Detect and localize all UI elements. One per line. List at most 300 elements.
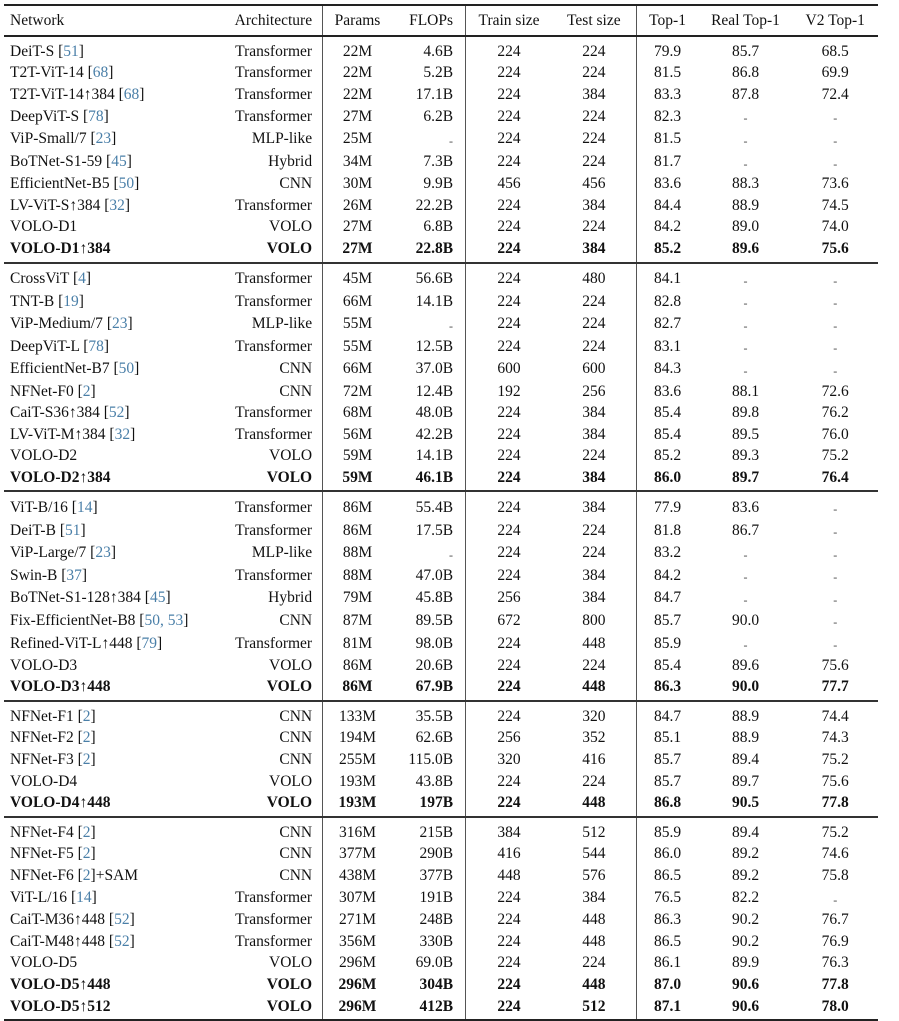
cell-top1: 84.1: [636, 263, 698, 291]
cell-top1: 85.4: [636, 424, 698, 446]
model-name: NFNet-F2: [10, 729, 74, 747]
citation-link[interactable]: 2: [82, 382, 91, 400]
cell-top1: 82.8: [636, 290, 698, 313]
cell-params: 22M: [323, 84, 392, 106]
table-row: [4, 632, 878, 655]
citation-link[interactable]: 32: [109, 196, 125, 214]
cell-architecture: CNN: [215, 701, 323, 728]
cell-real-top1: [699, 263, 793, 291]
model-name: DeepViT-L: [10, 337, 80, 355]
cell-flops: 330B: [419, 932, 454, 950]
table-row: [4, 402, 878, 424]
cell-v2-top1: 76.2: [821, 404, 849, 422]
cell-train-size: 224: [466, 771, 552, 793]
cell-train-size: 224: [466, 887, 552, 910]
cell-flops: 215B: [392, 817, 466, 844]
cell-v2-top1: [792, 887, 878, 910]
cell-top1: 87.0: [636, 974, 698, 996]
empty-value: -: [743, 341, 748, 356]
empty-value: -: [833, 525, 838, 540]
cell-real-top1: [699, 128, 793, 151]
citation-link[interactable]: 52: [114, 932, 130, 950]
cell-flops: 22.8B: [415, 239, 454, 257]
cell-network: [4, 195, 215, 217]
cell-params: 296M: [323, 952, 392, 974]
cell-architecture: Transformer: [235, 85, 313, 103]
cell-train-size: 224: [466, 335, 552, 358]
cell-train-size: 224: [466, 632, 552, 655]
citation-link[interactable]: 45: [111, 153, 127, 171]
cell-params: 86M: [323, 655, 392, 677]
citation-link[interactable]: 2: [82, 823, 91, 841]
model-name: NFNet-F6: [10, 866, 74, 884]
cell-test-size: 456: [582, 175, 606, 193]
cell-top1: 86.5: [636, 865, 698, 887]
cell-flops: [392, 128, 466, 151]
cell-real-top1: 89.7: [731, 772, 760, 790]
cell-architecture: Transformer: [235, 889, 313, 907]
cell-train-size: 192: [466, 381, 552, 403]
citation: [45]: [102, 153, 132, 171]
citation-link[interactable]: 51: [63, 42, 79, 60]
cell-architecture: VOLO: [266, 239, 313, 257]
cell-test-size: 384: [582, 589, 606, 607]
citation-link[interactable]: 52: [114, 911, 130, 929]
cell-flops: 37.0B: [415, 360, 454, 378]
cell-v2-top1: 77.8: [821, 975, 849, 993]
cell-architecture: CNN: [279, 845, 313, 863]
cell-flops: 5.2B: [423, 64, 454, 82]
cell-top1: 84.2: [636, 216, 698, 238]
cell-architecture: Transformer: [235, 64, 313, 82]
citation-link[interactable]: 68: [123, 85, 140, 103]
citation-link[interactable]: 45: [149, 589, 166, 607]
cell-params: 81M: [323, 632, 392, 655]
table-row: [4, 195, 878, 217]
empty-value: -: [833, 156, 838, 171]
cell-train-size: 256: [466, 727, 552, 749]
cell-network: [4, 996, 215, 1021]
empty-value: -: [833, 363, 838, 378]
cell-network: [4, 909, 215, 931]
cell-flops: 35.5B: [392, 701, 466, 728]
cell-real-top1: 88.1: [731, 382, 760, 400]
cell-top1: 84.3: [636, 358, 698, 381]
citation-link[interactable]: 4: [78, 270, 86, 288]
cell-test-size: 448: [582, 634, 606, 652]
cell-test-size: 224: [582, 292, 606, 310]
cell-flops: [392, 542, 466, 565]
cell-real-top1: 82.2: [731, 889, 760, 907]
table-row: [4, 676, 878, 701]
cell-flops: 304B: [419, 975, 454, 993]
table-row: [4, 519, 878, 542]
citation-link[interactable]: 50, 53: [144, 611, 184, 629]
model-name: TNT-B: [10, 292, 55, 310]
cell-real-top1: 88.9: [699, 701, 793, 728]
cell-real-top1: [699, 290, 793, 313]
cell-train-size: 416: [466, 843, 552, 865]
empty-value: -: [743, 273, 748, 288]
table-row: [4, 865, 878, 887]
cell-architecture: VOLO: [269, 218, 313, 236]
model-name: CrossViT: [10, 270, 70, 288]
cell-flops: 6.8B: [423, 218, 454, 236]
cell-test-size: 224: [582, 218, 606, 236]
cell-real-top1: [699, 632, 793, 655]
model-name: VOLO-D2: [10, 447, 78, 465]
cell-top1: 76.5: [636, 887, 698, 910]
cell-flops: 6.2B: [423, 107, 454, 125]
table-row: [4, 655, 878, 677]
table-row: [4, 909, 878, 931]
citation: [2]: [73, 866, 96, 884]
cell-test-size: 224: [582, 315, 606, 333]
cell-real-top1: 90.0: [731, 678, 760, 696]
cell-architecture: VOLO: [266, 975, 313, 993]
model-name: VOLO-D5↑512: [10, 997, 111, 1015]
empty-value: -: [833, 273, 838, 288]
cell-network: [4, 84, 215, 106]
cell-architecture: Transformer: [235, 196, 313, 214]
citation: [50]: [109, 360, 140, 378]
citation: [2]: [73, 845, 96, 863]
model-name: DeiT-S: [10, 42, 55, 60]
cell-top1: 86.1: [636, 952, 698, 974]
table-row: [4, 263, 878, 291]
cell-network: [4, 727, 215, 749]
cell-real-top1: 89.2: [731, 866, 760, 884]
model-name: T2T-ViT-14↑384: [10, 85, 115, 103]
cell-test-size: 224: [582, 107, 606, 125]
cell-flops: 17.1B: [415, 85, 454, 103]
cell-top1: 85.7: [636, 609, 698, 632]
citation: [45]: [140, 589, 171, 607]
cell-v2-top1: [792, 358, 878, 381]
cell-network: [4, 771, 215, 793]
citation-link[interactable]: 51: [64, 521, 81, 539]
citation-link[interactable]: 52: [108, 404, 125, 422]
header-network: Network: [10, 12, 65, 29]
empty-value: -: [449, 318, 454, 333]
cell-architecture: Transformer: [235, 634, 313, 652]
cell-real-top1: 89.0: [731, 218, 760, 236]
citation-link[interactable]: 50: [118, 360, 135, 378]
cell-test-size: 800: [582, 611, 606, 629]
cell-train-size: 224: [466, 467, 552, 492]
citation-link[interactable]: 2: [82, 707, 91, 725]
cell-real-top1: 90.5: [731, 794, 760, 812]
cell-flops: 20.6B: [415, 656, 454, 674]
cell-flops: 89.5B: [415, 611, 454, 629]
citation-link[interactable]: 79: [141, 634, 158, 652]
cell-train-size: 224: [466, 313, 552, 336]
cell-test-size: 224: [582, 954, 606, 972]
cell-flops: 62.6B: [415, 729, 454, 747]
cell-params: 55M: [323, 335, 392, 358]
cell-v2-top1: 75.6: [821, 772, 849, 790]
cell-v2-top1: [792, 128, 878, 151]
cell-v2-top1: 76.4: [821, 468, 849, 486]
cell-flops: 115.0B: [408, 751, 454, 768]
empty-value: -: [743, 133, 748, 148]
citation-link[interactable]: 23: [111, 315, 128, 333]
cell-params: 296M: [323, 974, 392, 996]
table-row: [4, 424, 878, 446]
header-params: Params: [323, 5, 392, 36]
model-name: VOLO-D1: [10, 218, 78, 236]
cell-v2-top1: 75.6: [821, 656, 849, 674]
cell-architecture: MLP-like: [251, 130, 313, 148]
citation: [19]: [54, 292, 84, 310]
cell-network: [4, 749, 215, 771]
cell-top1: 83.2: [636, 542, 698, 565]
cell-flops: 7.3B: [423, 153, 454, 171]
cell-real-top1: 90.6: [699, 996, 793, 1021]
model-name: NFNet-F4: [10, 823, 74, 841]
model-name: VOLO-D3↑448: [10, 678, 111, 696]
citation-link[interactable]: 14: [76, 889, 92, 907]
cell-test-size: 600: [582, 360, 606, 378]
empty-value: -: [743, 318, 748, 333]
table-row: [4, 887, 878, 910]
empty-value: -: [833, 502, 838, 517]
cell-network: [4, 887, 215, 910]
cell-network: [4, 587, 215, 610]
cell-real-top1: 89.8: [731, 404, 760, 422]
citation: [2]: [73, 751, 96, 768]
cell-network: [4, 151, 215, 174]
cell-train-size: 224: [466, 445, 552, 467]
cell-real-top1: 88.9: [731, 196, 760, 214]
cell-top1: 85.1: [636, 727, 698, 749]
table-row: [4, 290, 878, 313]
cell-real-top1: 86.8: [731, 64, 760, 82]
empty-value: -: [449, 547, 454, 562]
empty-value: -: [743, 156, 748, 171]
header-real-top1: Real Top-1: [711, 12, 780, 29]
cell-top1: 83.6: [636, 173, 698, 195]
cell-architecture: Transformer: [235, 521, 313, 539]
cell-network: [4, 290, 215, 313]
model-name: EfficientNet-B7: [10, 360, 110, 378]
empty-value: -: [449, 133, 454, 148]
model-name: ViT-B/16: [10, 498, 68, 516]
citation-link[interactable]: 50: [118, 175, 135, 193]
citation: [68]: [114, 85, 145, 103]
citation-link[interactable]: 2: [82, 845, 91, 863]
cell-train-size: 384: [466, 817, 552, 844]
cell-architecture: VOLO: [269, 772, 313, 790]
cell-test-size: 256: [582, 382, 606, 400]
cell-train-size: 224: [466, 996, 552, 1021]
cell-params: 316M: [323, 817, 392, 844]
cell-test-size: 384: [582, 468, 606, 486]
model-name: VOLO-D5: [10, 954, 78, 972]
citation-link[interactable]: 2: [82, 866, 91, 884]
cell-train-size: 320: [466, 749, 552, 771]
cell-architecture: VOLO: [266, 794, 313, 812]
cell-v2-top1: 78.0: [792, 996, 878, 1021]
citation-link[interactable]: 32: [114, 425, 131, 443]
cell-top1: 86.3: [636, 676, 698, 701]
cell-params: 193M: [323, 771, 392, 793]
model-name: LV-ViT-M↑384: [10, 425, 106, 443]
cell-train-size: 224: [466, 974, 552, 996]
cell-network: [4, 424, 215, 446]
cell-v2-top1: [792, 313, 878, 336]
cell-top1: 85.4: [636, 655, 698, 677]
cell-network: [4, 952, 215, 974]
cell-test-size: 480: [552, 263, 636, 291]
cell-top1: 83.3: [636, 84, 698, 106]
cell-real-top1: [699, 151, 793, 174]
cell-architecture: Transformer: [235, 404, 313, 422]
cell-network: [4, 381, 215, 403]
cell-v2-top1: 76.3: [821, 954, 849, 972]
citation-link[interactable]: 78: [88, 337, 104, 355]
table-row: [4, 381, 878, 403]
empty-value: -: [833, 111, 838, 126]
cell-network: [4, 173, 215, 195]
cell-top1: 86.3: [636, 909, 698, 931]
citation-link[interactable]: 19: [63, 292, 79, 310]
cell-network: [4, 128, 215, 151]
cell-flops: [392, 313, 466, 336]
citation-link[interactable]: 78: [88, 107, 104, 125]
citation-link[interactable]: 2: [82, 751, 91, 768]
cell-v2-top1: 74.4: [792, 701, 878, 728]
cell-train-size: 224: [466, 542, 552, 565]
citation-link[interactable]: 14: [76, 498, 93, 516]
cell-v2-top1: 76.9: [821, 932, 849, 950]
cell-network: [4, 313, 215, 336]
model-name: VOLO-D4: [10, 772, 78, 790]
citation-link[interactable]: 37: [66, 566, 82, 584]
cell-train-size: 600: [466, 358, 552, 381]
model-name: VOLO-D1↑384: [10, 239, 111, 257]
cell-real-top1: 83.6: [699, 491, 793, 519]
cell-v2-top1: 69.9: [821, 64, 849, 82]
cell-params: 25M: [323, 128, 392, 151]
table-row: [4, 771, 878, 793]
citation-link[interactable]: 23: [95, 130, 112, 148]
cell-top1: 85.2: [636, 445, 698, 467]
cell-network: [4, 609, 215, 632]
model-name: VOLO-D2↑384: [10, 468, 111, 486]
cell-top1: 85.7: [636, 749, 698, 771]
cell-top1: 85.7: [636, 771, 698, 793]
cell-architecture: Transformer: [235, 292, 313, 310]
empty-value: -: [743, 547, 748, 562]
cell-real-top1: [699, 313, 793, 336]
cell-flops: 290B: [419, 845, 454, 863]
table-row: [4, 843, 878, 865]
citation-link[interactable]: 23: [95, 544, 111, 562]
cell-flops: 14.1B: [415, 447, 454, 465]
model-name: NFNet-F0: [10, 382, 74, 400]
cell-train-size: 224: [466, 62, 552, 84]
cell-network: [4, 491, 215, 519]
cell-architecture: Transformer: [235, 911, 313, 929]
cell-architecture: Transformer: [215, 491, 323, 519]
model-name: CaiT-M36↑448: [10, 911, 106, 929]
cell-real-top1: 89.3: [731, 447, 760, 465]
cell-network: [4, 445, 215, 467]
table-body: [4, 36, 878, 1021]
cell-test-size: 448: [582, 975, 606, 993]
citation: [52]: [99, 404, 130, 422]
cell-real-top1: [699, 587, 793, 610]
cell-flops: 9.9B: [423, 175, 454, 193]
cell-real-top1: 89.4: [699, 817, 793, 844]
model-name: VOLO-D5↑448: [10, 975, 111, 993]
cell-real-top1: 90.6: [731, 975, 760, 993]
cell-flops: 4.6B: [423, 42, 454, 60]
cell-params: 68M: [323, 402, 392, 424]
cell-flops: 191B: [419, 889, 454, 907]
cell-params: 66M: [323, 290, 392, 313]
cell-params: 27M: [323, 105, 392, 128]
cell-real-top1: 89.9: [731, 954, 760, 972]
cell-params: 45M: [323, 263, 392, 291]
table-row: [4, 974, 878, 996]
cell-train-size: 224: [466, 216, 552, 238]
table-row: [4, 84, 878, 106]
cell-network: [4, 792, 215, 817]
cell-v2-top1: [792, 151, 878, 174]
cell-flops: 12.5B: [415, 337, 454, 355]
cell-params: 34M: [323, 151, 392, 174]
cell-architecture: VOLO: [269, 656, 313, 674]
cell-real-top1: [699, 358, 793, 381]
cell-architecture: VOLO: [266, 468, 313, 486]
model-name: ViT-L/16: [10, 889, 68, 907]
cell-test-size: 224: [582, 544, 606, 562]
model-name: DeepViT-S: [10, 107, 80, 125]
cell-params: 22M: [323, 36, 392, 63]
cell-params: 377M: [323, 843, 392, 865]
cell-real-top1: 90.2: [731, 911, 760, 929]
table-row: [4, 216, 878, 238]
cell-v2-top1: 76.0: [821, 425, 849, 443]
citation: [32]: [100, 196, 131, 214]
citation-link[interactable]: 68: [92, 64, 109, 82]
cell-params: 255M: [323, 749, 392, 771]
table-row: [4, 817, 878, 844]
table-row: [4, 62, 878, 84]
cell-architecture: VOLO: [269, 447, 313, 465]
table-row: [4, 587, 878, 610]
table-row: [4, 931, 878, 953]
cell-real-top1: [699, 564, 793, 587]
model-name: BoTNet-S1-59: [10, 153, 103, 171]
cell-params: 193M: [323, 792, 392, 817]
model-name: BoTNet-S1-128↑384: [10, 589, 141, 607]
cell-test-size: 224: [582, 153, 606, 171]
cell-train-size: 224: [466, 564, 552, 587]
cell-train-size: 224: [466, 491, 552, 519]
table-row: [4, 542, 878, 565]
cell-network: [4, 701, 215, 728]
cell-architecture: MLP-like: [251, 544, 313, 562]
model-name: Refined-ViT-L↑448: [10, 634, 133, 652]
cell-test-size: 448: [582, 794, 606, 812]
cell-train-size: 224: [466, 290, 552, 313]
cell-real-top1: 85.7: [731, 42, 760, 60]
cell-top1: 84.7: [636, 587, 698, 610]
citation-link[interactable]: 2: [82, 729, 91, 747]
